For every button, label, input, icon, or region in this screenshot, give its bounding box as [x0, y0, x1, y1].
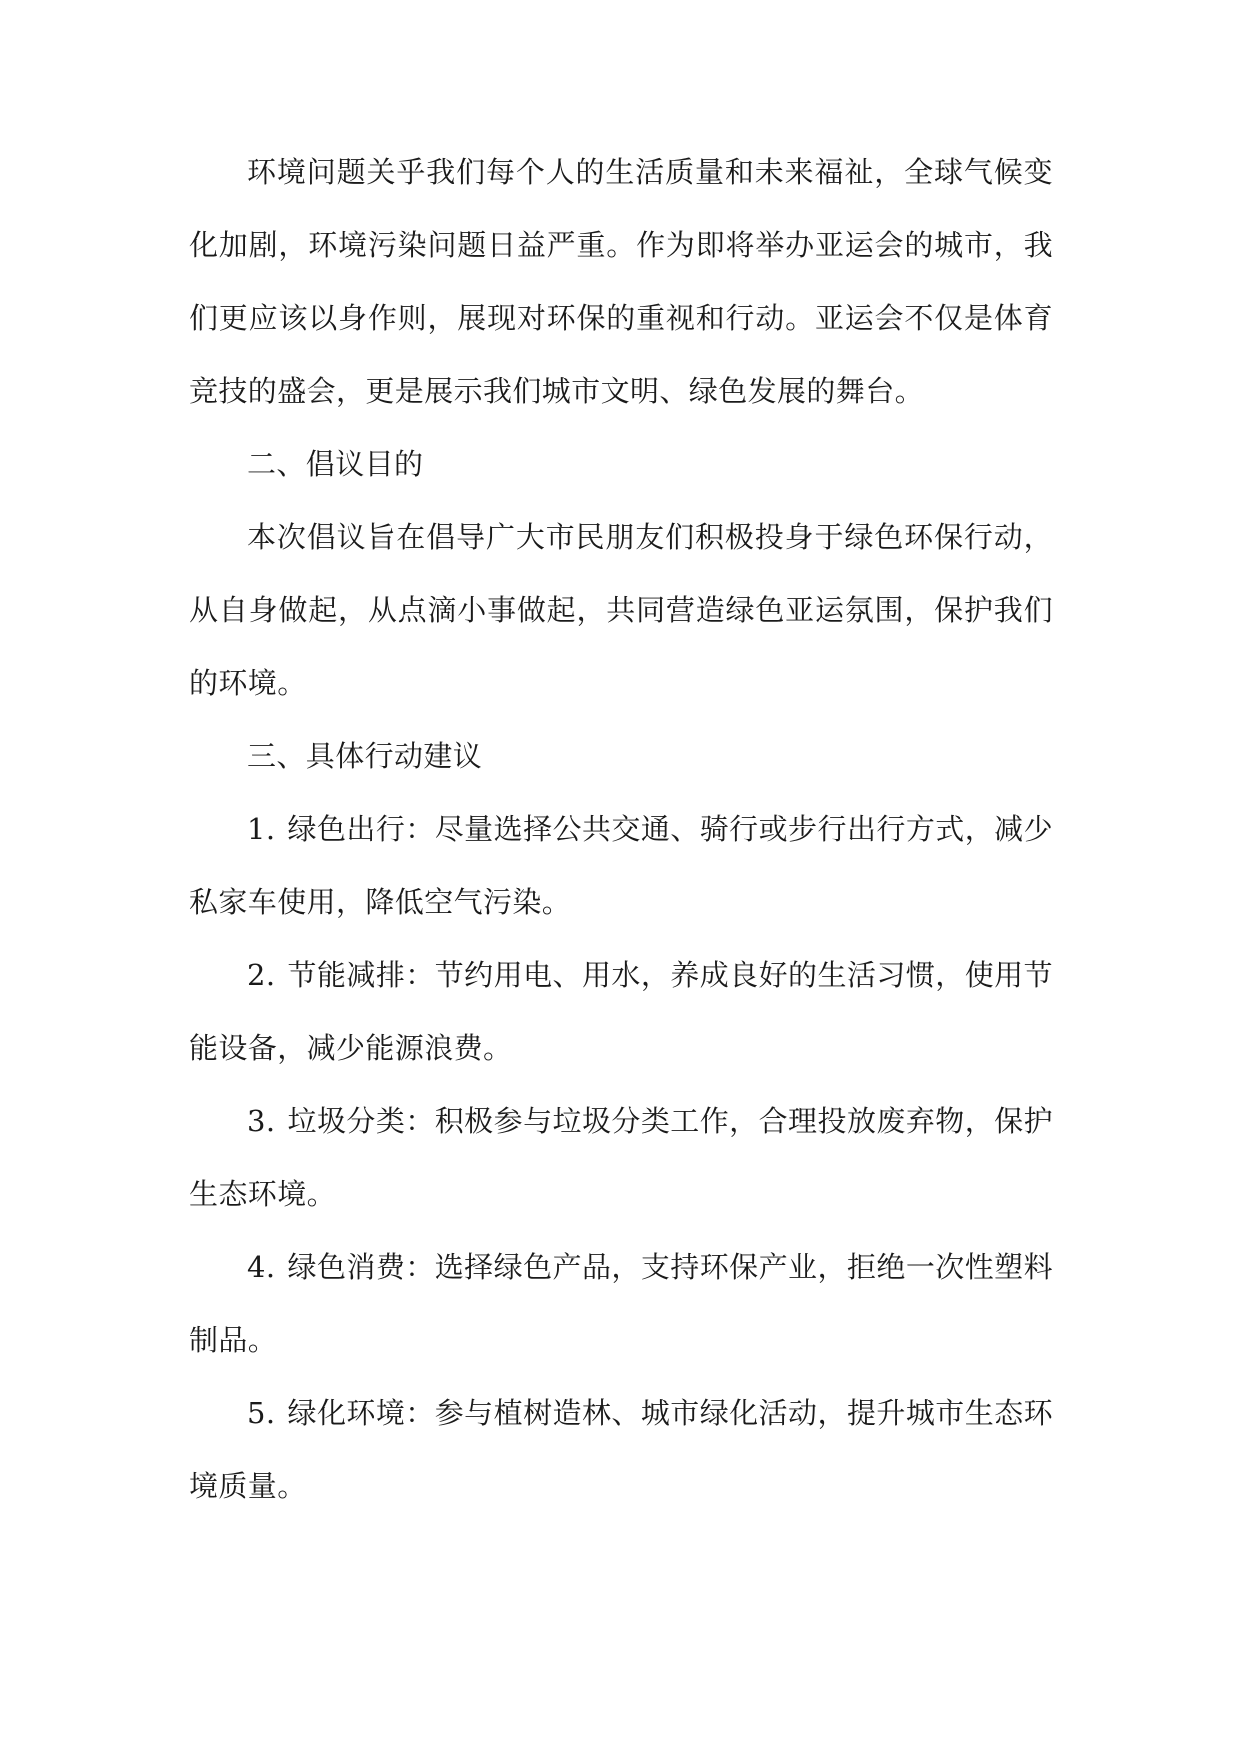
section-heading-actions: 三、具体行动建议 [247, 739, 483, 773]
purpose-paragraph: 本次倡议旨在倡导广大市民朋友们积极投身于绿色环保行动，从自身做起，从点滴小事做起，共同营造绿色亚运氛围，保护我们的环境。 [189, 520, 1053, 700]
action-item-text: 绿化环境：参与植树造林、城市绿化活动，提升城市生态环境质量。 [189, 1396, 1053, 1503]
action-item-number: 4. [247, 1250, 276, 1284]
document-body [189, 136, 1053, 1523]
action-item [189, 1377, 1053, 1523]
intro-paragraph: 环境问题关乎我们每个人的生活质量和未来福祉，全球气候变化加剧，环境污染问题日益严重。作为即将举办亚运会的城市，我们更应该以身作则，展现对环保的重视和行动。亚运会不仅是体育竞技的盛会，更是展示我们城市文明、绿色发展的舞台。 [189, 155, 1053, 408]
action-item-text: 绿色消费：选择绿色产品，支持环保产业，拒绝一次性塑料制品。 [189, 1250, 1053, 1357]
action-item-number: 5. [247, 1396, 276, 1430]
action-item [189, 1231, 1053, 1377]
action-item [189, 1085, 1053, 1231]
action-item-text: 绿色出行：尽量选择公共交通、骑行或步行出行方式，减少私家车使用，降低空气污染。 [189, 812, 1053, 919]
action-item-number: 2. [247, 958, 276, 992]
section-heading-purpose: 二、倡议目的 [247, 447, 424, 481]
action-item [189, 793, 1053, 939]
action-item [189, 939, 1053, 1085]
action-item-text: 垃圾分类：积极参与垃圾分类工作，合理投放废弃物，保护生态环境。 [189, 1104, 1053, 1211]
action-item-number: 1. [247, 812, 276, 846]
action-item-text: 节能减排：节约用电、用水，养成良好的生活习惯，使用节能设备，减少能源浪费。 [189, 958, 1053, 1065]
action-item-number: 3. [247, 1104, 276, 1138]
